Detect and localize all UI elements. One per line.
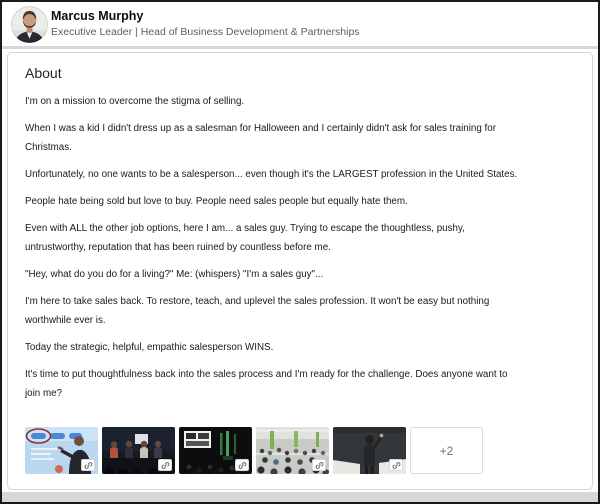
avatar[interactable] [11, 6, 48, 43]
avatar-photo [11, 6, 48, 43]
media-overflow-tile[interactable] [410, 427, 483, 474]
identity-block [51, 9, 360, 39]
link-icon [158, 459, 172, 471]
about-paragraph: I'm here to take sales back. To restore, teach, and uplevel the sales profession. It won't be easy but nothing worthwhile ever is. [25, 296, 490, 326]
media-thumbnail-bright-venue[interactable] [256, 427, 329, 474]
media-overflow-count: +2 [439, 443, 454, 458]
link-icon [312, 459, 326, 471]
media-thumbnail-chalkboard[interactable] [333, 427, 406, 474]
about-paragraph: Today the strategic, helpful, empathic salesperson WINS. [25, 342, 274, 353]
about-paragraph: Unfortunately, no one wants to be a salesperson... even though it's the LARGEST profession in the United States. [25, 169, 518, 180]
about-card [7, 52, 593, 490]
about-paragraph: It's time to put thoughtfulness back into the sales process and I'm ready for the challenge. Does anyone want to join me? [25, 369, 508, 399]
bottom-strip [2, 492, 598, 502]
about-title: About [25, 65, 62, 81]
media-row [25, 427, 576, 474]
profile-headline: Executive Leader | Head of Business Development & Partnerships [51, 26, 360, 38]
about-paragraph: People hate being sold but love to buy. People need sales people but equally hate them. [25, 196, 408, 207]
link-icon [81, 459, 95, 471]
profile-header [2, 2, 598, 46]
about-paragraph: When I was a kid I didn't dress up as a salesman for Halloween and I certainly didn't ask for sales training for Christmas. [25, 123, 496, 153]
about-paragraph: I'm on a mission to overcome the stigma of selling. [25, 96, 245, 107]
link-icon [389, 459, 403, 471]
about-paragraph: Even with ALL the other job options, here I am... a sales guy. Trying to escape the thoughtless, pushy, untrustworthy, reputation that has been ruined by countless before me. [25, 223, 465, 253]
media-thumbnail-slide-presentation[interactable] [25, 427, 98, 474]
about-paragraph: "Hey, what do you do for a living?" Me: (whispers) "I'm a sales guy"... [25, 269, 324, 280]
media-thumbnail-dark-hall[interactable] [179, 427, 252, 474]
link-icon [235, 459, 249, 471]
header-divider [2, 46, 598, 49]
media-thumbnail-panel[interactable] [102, 427, 175, 474]
profile-name[interactable]: Marcus Murphy [51, 9, 144, 23]
